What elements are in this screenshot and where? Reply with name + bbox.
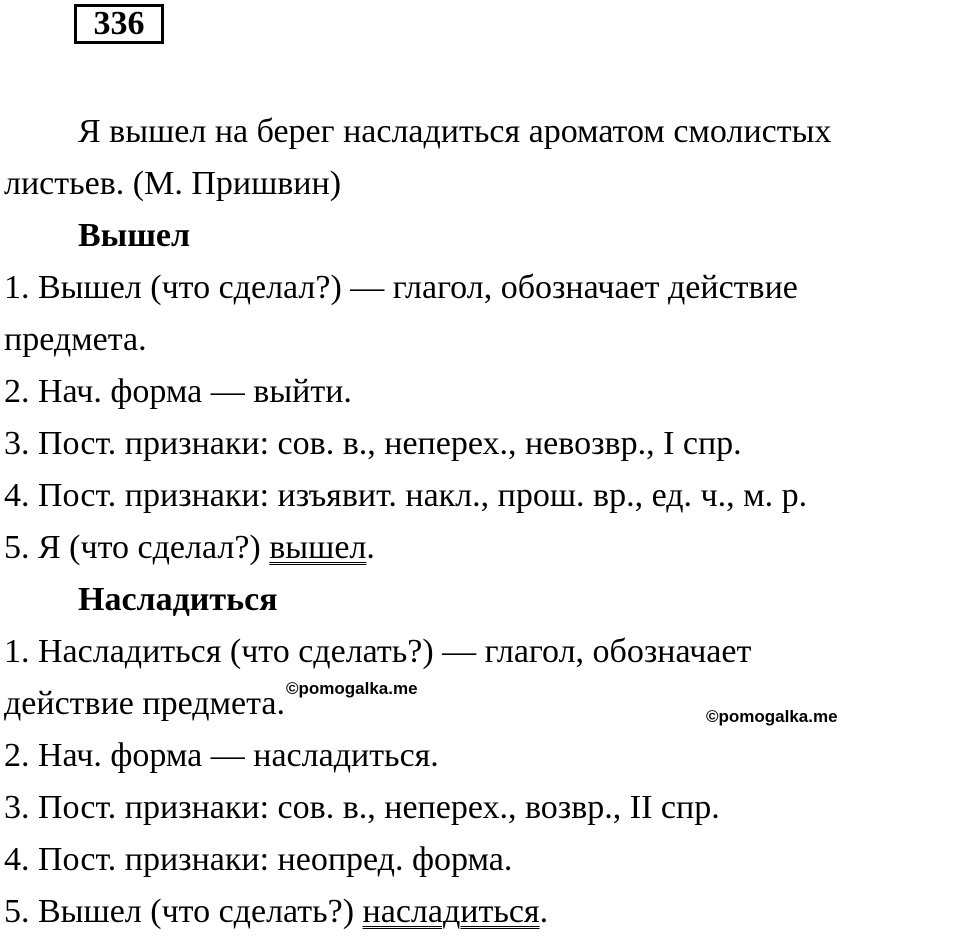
vyshel-predicate-word: вышел <box>269 529 367 566</box>
vyshel-item-5-prefix: 5. Я (что сделал?) <box>4 529 270 566</box>
watermark: ©pomogalka.me <box>286 679 418 698</box>
nasladitsya-item-5-suffix: . <box>539 893 549 930</box>
vyshel-item-1a: 1. Вышел (что сделал?) — глагол, обозначает действие <box>4 269 798 306</box>
sentence-line-2: листьев. (М. Пришвин) <box>4 165 342 202</box>
nasladitsya-item-3: 3. Пост. признаки: сов. в., неперех., возвр., II спр. <box>4 789 720 826</box>
heading-nasladitsya: Насладиться <box>78 581 278 618</box>
vyshel-item-4: 4. Пост. признаки: изъявит. накл., прош. вр., ед. ч., м. р. <box>4 477 808 514</box>
heading-vyshel: Вышел <box>78 217 191 254</box>
nasladitsya-item-2: 2. Нач. форма — насладиться. <box>4 737 439 774</box>
exercise-number: 336 <box>74 4 164 44</box>
nasladitsya-predicate-word: насладиться <box>362 893 540 930</box>
vyshel-item-1b: предмета. <box>4 321 147 358</box>
watermark: ©pomogalka.me <box>706 707 838 726</box>
nasladitsya-item-5 <box>4 886 548 938</box>
sentence-line-1: Я вышел на берег насладиться ароматом смолистых <box>78 113 832 150</box>
vyshel-item-2: 2. Нач. форма — выйти. <box>4 373 352 410</box>
vyshel-item-5 <box>4 522 375 574</box>
nasladitsya-item-4: 4. Пост. признаки: неопред. форма. <box>4 841 513 878</box>
nasladitsya-item-1a: 1. Насладиться (что сделать?) — глагол, обозначает <box>4 633 752 670</box>
nasladitsya-item-5-prefix: 5. Вышел (что сделать?) <box>4 893 363 930</box>
vyshel-item-5-suffix: . <box>366 529 375 566</box>
nasladitsya-item-1b: действие предмета. <box>4 685 285 722</box>
vyshel-item-3: 3. Пост. признаки: сов. в., неперех., невозвр., I спр. <box>4 425 742 462</box>
